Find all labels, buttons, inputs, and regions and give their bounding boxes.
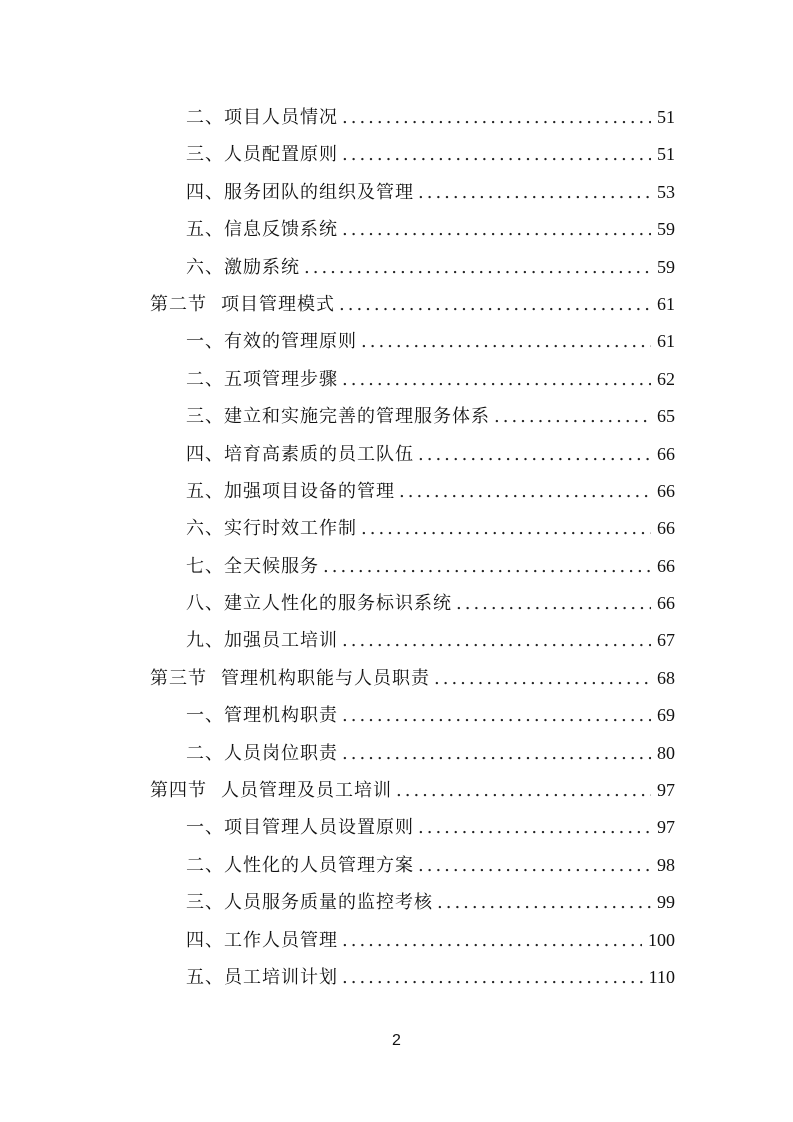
dot-leader bbox=[342, 922, 642, 959]
toc-entry-title: 二、人性化的人员管理方案 bbox=[186, 854, 414, 876]
toc-item-entry[interactable] bbox=[150, 922, 675, 959]
toc-item-entry[interactable] bbox=[150, 847, 675, 884]
toc-entry-title: 一、有效的管理原则 bbox=[186, 331, 357, 353]
toc-entry-title: 七、全天候服务 bbox=[186, 555, 319, 577]
toc-item-entry[interactable] bbox=[150, 697, 675, 734]
toc-entry-title: 二、人员岗位职责 bbox=[186, 742, 338, 764]
toc-section-title: 管理机构职能与人员职责 bbox=[221, 667, 430, 689]
dot-leader bbox=[418, 847, 651, 884]
dot-leader bbox=[342, 99, 651, 136]
toc-entry-page: 66 bbox=[657, 518, 675, 539]
toc-item-entry[interactable] bbox=[150, 323, 675, 360]
toc-section-title: 人员管理及员工培训 bbox=[221, 780, 392, 802]
toc-entry-page: 61 bbox=[657, 331, 675, 352]
dot-leader bbox=[342, 959, 643, 996]
toc-entry-title: 三、建立和实施完善的管理服务体系 bbox=[186, 406, 490, 428]
dot-leader bbox=[342, 735, 651, 772]
dot-leader bbox=[342, 361, 651, 398]
toc-entry-title: 三、人员服务质量的监控考核 bbox=[186, 892, 433, 914]
toc-item-entry[interactable] bbox=[150, 473, 675, 510]
toc-item-entry[interactable] bbox=[150, 548, 675, 585]
toc-item-entry[interactable] bbox=[150, 398, 675, 435]
toc-entry-page: 51 bbox=[657, 144, 675, 165]
toc-item-entry[interactable] bbox=[150, 510, 675, 547]
toc-entry-page: 80 bbox=[657, 742, 675, 763]
toc-entry-page: 99 bbox=[657, 892, 675, 913]
toc-entry-page: 61 bbox=[657, 293, 675, 314]
table-of-contents bbox=[150, 99, 675, 996]
toc-entry-page: 59 bbox=[657, 256, 675, 277]
dot-leader bbox=[437, 884, 651, 921]
dot-leader bbox=[418, 436, 651, 473]
toc-item-entry[interactable] bbox=[150, 622, 675, 659]
toc-entry-page: 97 bbox=[657, 817, 675, 838]
dot-leader bbox=[418, 174, 651, 211]
toc-entry-title: 三、人员配置原则 bbox=[186, 144, 338, 166]
toc-item-entry[interactable] bbox=[150, 436, 675, 473]
toc-entry-page: 100 bbox=[648, 929, 675, 950]
toc-item-entry[interactable] bbox=[150, 99, 675, 136]
toc-entry-title bbox=[150, 286, 335, 323]
toc-entry-title: 八、建立人性化的服务标识系统 bbox=[186, 593, 452, 615]
toc-entry-page: 66 bbox=[657, 443, 675, 464]
dot-leader bbox=[418, 809, 651, 846]
toc-entry-title bbox=[150, 660, 430, 697]
toc-entry-title: 五、员工培训计划 bbox=[186, 966, 338, 988]
toc-entry-title: 五、信息反馈系统 bbox=[186, 219, 338, 241]
toc-item-entry[interactable] bbox=[150, 211, 675, 248]
toc-entry-page: 62 bbox=[657, 368, 675, 389]
toc-entry-page: 69 bbox=[657, 705, 675, 726]
toc-section-number: 第三节 bbox=[150, 667, 207, 689]
toc-item-entry[interactable] bbox=[150, 884, 675, 921]
dot-leader bbox=[361, 510, 651, 547]
toc-section-entry[interactable] bbox=[150, 772, 675, 809]
dot-leader bbox=[323, 548, 651, 585]
toc-item-entry[interactable] bbox=[150, 959, 675, 996]
toc-entry-title: 一、项目管理人员设置原则 bbox=[186, 817, 414, 839]
toc-section-entry[interactable] bbox=[150, 660, 675, 697]
dot-leader bbox=[456, 585, 651, 622]
toc-section-title: 项目管理模式 bbox=[221, 293, 335, 315]
toc-entry-title: 六、激励系统 bbox=[186, 256, 300, 278]
toc-entry-page: 110 bbox=[648, 966, 675, 987]
dot-leader bbox=[434, 660, 651, 697]
toc-entry-title: 二、项目人员情况 bbox=[186, 107, 338, 128]
dot-leader bbox=[342, 136, 651, 173]
toc-item-entry[interactable] bbox=[150, 809, 675, 846]
toc-entry-title: 二、五项管理步骤 bbox=[186, 368, 338, 390]
toc-entry-title: 四、工作人员管理 bbox=[186, 929, 338, 951]
toc-entry-page: 66 bbox=[657, 593, 675, 614]
toc-entry-title: 一、管理机构职责 bbox=[186, 705, 338, 727]
toc-entry-title: 九、加强员工培训 bbox=[186, 630, 338, 652]
toc-section-entry[interactable] bbox=[150, 286, 675, 323]
toc-item-entry[interactable] bbox=[150, 136, 675, 173]
toc-section-number: 第二节 bbox=[150, 293, 207, 315]
dot-leader bbox=[304, 249, 651, 286]
dot-leader bbox=[494, 398, 651, 435]
dot-leader bbox=[342, 697, 651, 734]
toc-item-entry[interactable] bbox=[150, 249, 675, 286]
toc-entry-page: 67 bbox=[657, 630, 675, 651]
toc-entry-title bbox=[150, 772, 392, 809]
toc-entry-page: 98 bbox=[657, 854, 675, 875]
toc-entry-page: 68 bbox=[657, 667, 675, 688]
toc-entry-page: 97 bbox=[657, 780, 675, 801]
toc-item-entry[interactable] bbox=[150, 735, 675, 772]
toc-item-entry[interactable] bbox=[150, 361, 675, 398]
dot-leader bbox=[339, 286, 651, 323]
page-number: 2 bbox=[392, 1032, 401, 1049]
dot-leader bbox=[396, 772, 651, 809]
dot-leader bbox=[342, 622, 651, 659]
toc-item-entry[interactable] bbox=[150, 585, 675, 622]
dot-leader bbox=[361, 323, 651, 360]
toc-entry-page: 53 bbox=[657, 181, 675, 202]
toc-entry-page: 65 bbox=[657, 406, 675, 427]
toc-entry-page: 66 bbox=[657, 480, 675, 501]
dot-leader bbox=[342, 211, 651, 248]
toc-entry-page: 59 bbox=[657, 219, 675, 240]
dot-leader bbox=[399, 473, 651, 510]
toc-section-number: 第四节 bbox=[150, 780, 207, 802]
toc-item-entry[interactable] bbox=[150, 174, 675, 211]
toc-entry-title: 四、培育高素质的员工队伍 bbox=[186, 443, 414, 465]
toc-entry-title: 四、服务团队的组织及管理 bbox=[186, 181, 414, 203]
toc-entry-page: 51 bbox=[657, 107, 675, 127]
toc-entry-page: 66 bbox=[657, 555, 675, 576]
toc-entry-title: 六、实行时效工作制 bbox=[186, 518, 357, 540]
toc-entry-title: 五、加强项目设备的管理 bbox=[186, 480, 395, 502]
